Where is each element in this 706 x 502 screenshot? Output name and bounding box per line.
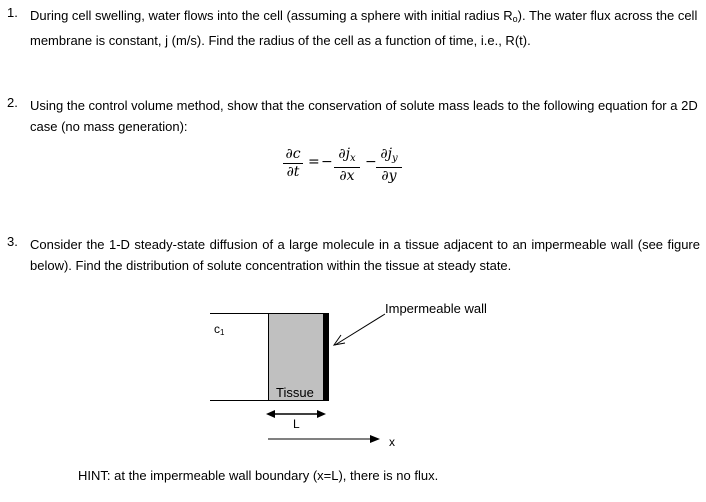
c1-subscript: 1 — [220, 328, 225, 337]
question-1-number: 1. — [7, 5, 18, 20]
jx-denominator: ∂x — [339, 168, 355, 184]
jx-subscript: x — [349, 153, 356, 164]
radius-subscript: o — [512, 14, 518, 24]
jx-numerator-base: ∂j — [338, 146, 350, 162]
length-arrowhead-left — [266, 410, 275, 418]
question-1-text-b: ). The water flux across the cell membrane is constant, j (m/s). Find the radius of the cell as a function of time, i.e., R(t). — [30, 8, 698, 48]
jy-numerator-base: ∂j — [380, 146, 392, 162]
question-2-text: Using the control volume method, show that the conservation of solute mass leads to the following equation for a 2D case (no mass generation): — [30, 98, 698, 134]
impermeable-wall — [324, 313, 329, 401]
wall-pointer-line — [335, 314, 385, 345]
equals-sign: = — [308, 154, 320, 170]
hint-text: HINT: at the impermeable wall boundary (x=L), there is no flux. — [78, 468, 439, 483]
c1-base: c — [214, 322, 220, 336]
jy-denominator: ∂y — [381, 168, 397, 184]
question-2-number: 2. — [7, 95, 18, 110]
x-axis-label: x — [389, 435, 395, 449]
x-axis-arrowhead — [370, 435, 380, 443]
question-3-number: 3. — [7, 234, 18, 249]
length-arrowhead-right — [317, 410, 326, 418]
minus-sign-2: − — [365, 154, 377, 170]
question-1-text-a: During cell swelling, water flows into the cell (assuming a sphere with initial radius R — [30, 8, 513, 23]
lhs-numerator: ∂c — [285, 146, 301, 162]
c1-label — [214, 322, 224, 337]
length-label: L — [293, 417, 300, 431]
lhs-denominator: ∂t — [286, 164, 300, 180]
jy-subscript: y — [391, 153, 398, 164]
minus-sign-1: − — [321, 154, 333, 170]
question-3-text: Consider the 1-D steady-state diffusion of a large molecule in a tissue adjacent to an impermeable wall (see figure below). Find the distribution of solute concentration within the tissue at steady state. — [30, 237, 700, 273]
wall-label: Impermeable wall — [385, 301, 487, 316]
tissue-label: Tissue — [276, 385, 314, 400]
